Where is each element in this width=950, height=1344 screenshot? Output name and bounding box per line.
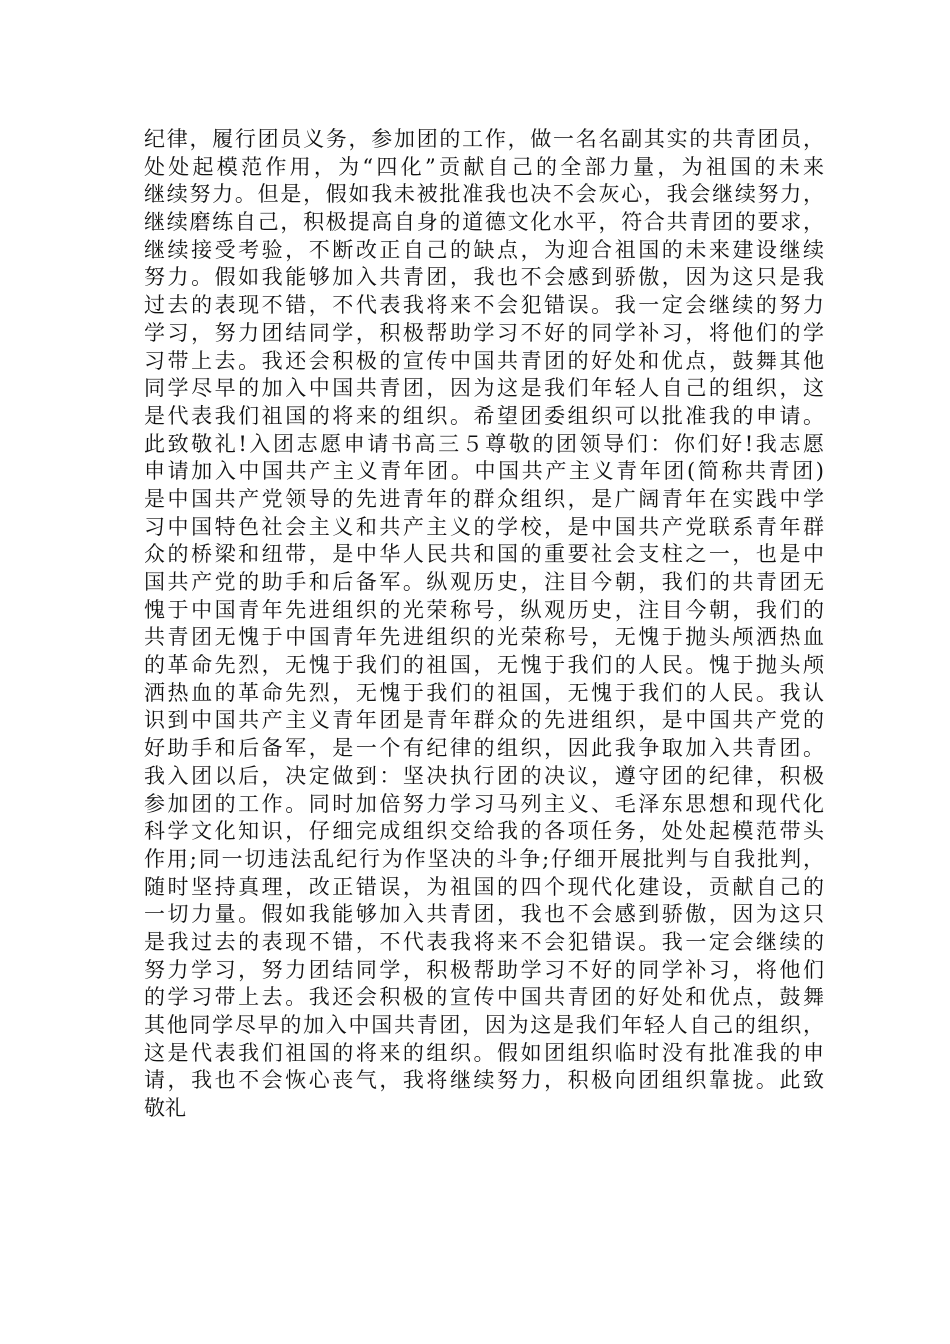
text-line: 众的桥梁和纽带，是中华人民共和国的重要社会支柱之一，也是中 [144,542,824,567]
text-line: 国共产党的助手和后备军。纵观历史，注目今朝，我们的共青团无 [144,570,824,594]
text-line: 申请加入中国共产主义青年团。中国共产主义青年团(简称共青团) [144,459,824,484]
text-line: 随时坚持真理，改正错误，为祖国的四个现代化建设，贡献自己的 [144,874,824,899]
text-line: 处处起模范作用，为“四化”贡献自己的全部力量，为祖国的未来 [144,154,824,179]
text-line: 一切力量。假如我能够加入共青团，我也不会感到骄傲，因为这只 [144,902,824,927]
text-line: 作用;同一切违法乱纪行为作坚决的斗争;仔细开展批判与自我批判， [144,846,824,871]
text-line: 学习，努力团结同学，积极帮助学习不好的同学补习，将他们的学 [144,320,824,345]
text-line: 共青团无愧于中国青年先进组织的光荣称号，无愧于抛头颅洒热血 [144,625,824,650]
text-line: 过去的表现不错，不代表我将来不会犯错误。我一定会继续的努力 [144,293,824,318]
text-line: 科学文化知识，仔细完成组织交给我的各项任务，处处起模范带头 [144,819,824,844]
body-text [144,126,824,1123]
text-line: 识到中国共产主义青年团是青年群众的先进组织，是中国共产党的 [144,708,824,733]
text-line: 愧于中国青年先进组织的光荣称号，纵观历史，注目今朝，我们的 [144,597,824,622]
text-line: 参加团的工作。同时加倍努力学习马列主义、毛泽东思想和现代化 [144,791,824,816]
text-line: 的革命先烈，无愧于我们的祖国，无愧于我们的人民。愧于抛头颅 [144,653,824,678]
text-line: 洒热血的革命先烈，无愧于我们的祖国，无愧于我们的人民。我认 [144,680,824,705]
text-line: 努力学习，努力团结同学，积极帮助学习不好的同学补习，将他们 [144,957,824,982]
text-line: 我入团以后，决定做到：坚决执行团的决议，遵守团的纪律，积极 [144,763,824,788]
text-line: 这是代表我们祖国的将来的组织。假如团组织临时没有批准我的申 [144,1040,824,1065]
text-line: 是中国共产党领导的先进青年的群众组织，是广阔青年在实践中学 [144,486,824,511]
text-line: 此致敬礼!入团志愿申请书高三５尊敬的团领导们：你们好!我志愿 [144,431,824,456]
text-line: 纪律，履行团员义务，参加团的工作，做一名名副其实的共青团员， [144,127,824,151]
text-line: 是我过去的表现不错，不代表我将来不会犯错误。我一定会继续的 [144,929,824,954]
text-line: 同学尽早的加入中国共青团，因为这是我们年轻人自己的组织，这 [144,376,824,401]
text-line: 好助手和后备军，是一个有纪律的组织，因此我争取加入共青团。 [144,736,824,761]
text-line: 敬礼 [144,1096,186,1121]
text-line: 继续接受考验，不断改正自己的缺点，为迎合祖国的未来建设继续 [144,237,824,262]
text-line: 努力。假如我能够加入共青团，我也不会感到骄傲，因为这只是我 [144,265,824,290]
text-line: 继续努力。但是，假如我未被批准我也决不会灰心，我会继续努力， [144,182,824,207]
text-line: 是代表我们祖国的将来的组织。希望团委组织可以批准我的申请。 [144,403,824,428]
text-line: 习中国特色社会主义和共产主义的学校，是中国共产党联系青年群 [144,514,824,539]
text-line: 其他同学尽早的加入中国共青团，因为这是我们年轻人自己的组织， [144,1013,824,1037]
text-line: 请，我也不会恢心丧气，我将继续努力，积极向团组织靠拢。此致 [144,1068,824,1093]
text-line: 习带上去。我还会积极的宣传中国共青团的好处和优点，鼓舞其他 [144,348,824,373]
text-line: 继续磨练自己，积极提高自身的道德文化水平，符合共青团的要求， [144,210,824,235]
text-line: 的学习带上去。我还会积极的宣传中国共青团的好处和优点，鼓舞 [144,985,824,1010]
